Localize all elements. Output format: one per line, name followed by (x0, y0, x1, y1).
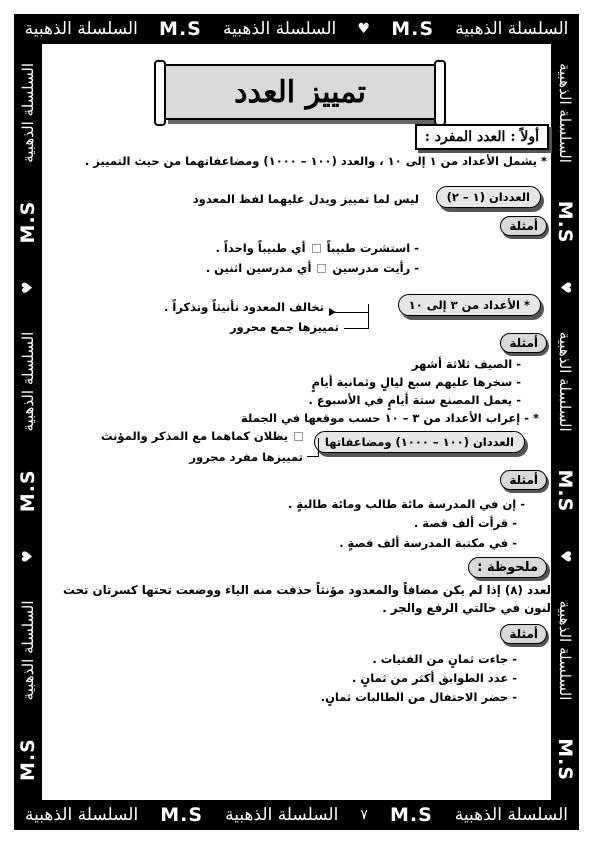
worksheet-content (44, 46, 555, 798)
example-line: - إن في المدرسة مائة طالب ومائة طالبةٍ . (288, 497, 525, 511)
connector-line (368, 304, 369, 328)
brand-mark: M.S (554, 200, 576, 244)
example-text: - رأيت مدرسين (332, 261, 419, 275)
example-text: أي طبيباً واحداً . (215, 241, 306, 255)
series-name: السلسلة الذهبية (225, 805, 339, 825)
heart-icon: ♥ (20, 550, 36, 563)
brand-mark: M.S (160, 804, 204, 826)
brand-mark: M.S (17, 738, 39, 781)
checkbox-icon (312, 244, 321, 253)
brand-mark: M.S (389, 804, 433, 826)
brand-mark: M.S (554, 738, 576, 782)
example-line: * - إعراب الأعداد من ٣ – ١٠ حسب موقعها في الجملة (241, 411, 539, 425)
brand-mark: M.S (159, 18, 202, 40)
frame-bottom-banner (14, 800, 579, 830)
arrow-icon (329, 308, 336, 316)
brand-mark: M.S (17, 469, 39, 513)
checkbox-icon (317, 264, 326, 273)
brand-mark: M.S (554, 469, 576, 513)
label-numbers-1-2: العددان (١ – ٢) (436, 186, 541, 208)
examples-badge: أمثلة (500, 333, 547, 353)
series-name: السلسلة الذهبية (556, 63, 574, 163)
brand-mark: M.S (17, 200, 39, 244)
note-text-line2: النون في حالتي الرفع والجر . (382, 601, 555, 615)
example-line: - سخرها عليهم سبع ليالٍ وثمانية أيامٍ (311, 375, 521, 389)
section-intro: * يشمل الأعداد من ١ إلى ١٠ ، والعدد (١٠٠ – ١٠٠٠) ومضاعفاتهما من حيث التمييز . (84, 154, 547, 168)
examples-badge: أمثلة (500, 216, 547, 236)
rule-gender: تخالف المعدود تأنيثاً وتذكراً . (163, 300, 324, 314)
examples-badge: أمثلة (500, 624, 547, 644)
frame-top-banner (14, 14, 579, 44)
frame-left-banner (14, 44, 42, 800)
series-name: السلسلة الذهبية (454, 805, 568, 825)
series-name: السلسلة الذهبية (19, 62, 37, 163)
note-heading: ملحوظة : (468, 557, 547, 578)
example-line: - قرأت ألف قصة . (413, 516, 517, 530)
example-line: - الصيف ثلاثة أشهر (411, 357, 521, 371)
series-name: السلسلة الذهبية (556, 600, 574, 701)
heart-icon: ♥ (357, 21, 370, 37)
example-text: أي مدرسين اثنين . (205, 261, 312, 275)
rule-singular-genitive: تمييزها مفرد مجرور (189, 450, 303, 464)
label-numbers-3-10: * الأعداد من ٣ إلى ١٠ (398, 294, 541, 316)
rule-numbers-1-2: ليس لما تمييز ويدل عليهما لفظ المعدود (192, 192, 419, 206)
arrow-line (344, 328, 369, 329)
series-name: السلسلة الذهبية (25, 805, 139, 825)
section-heading-singular-number: أولاً : العدد المفرد : (415, 124, 549, 150)
heart-icon: ♥ (557, 281, 573, 294)
example-line: - جاءت ثمانٍ من الفتيات . (372, 652, 517, 666)
example-line: - عدد الطوابق أكثر من ثمانٍ . (352, 671, 517, 685)
series-name: السلسلة الذهبية (24, 19, 138, 39)
page-title: تمييز العدد (164, 64, 436, 120)
rule-gender-fixed (101, 429, 309, 443)
example-line (206, 261, 419, 275)
page-number: ٧ (360, 807, 368, 823)
series-name: السلسلة الذهبية (556, 331, 574, 432)
example-line: - حضر الاحتفال من الطالبات ثمانٍ. (320, 690, 517, 704)
examples-badge: أمثلة (500, 470, 547, 490)
example-line: - في مكتبة المدرسة ألف قصةٍ . (339, 536, 517, 550)
series-name: السلسلة الذهبية (19, 331, 37, 432)
label-numbers-100-1000: العددان (١٠٠ – ١٠٠٠) ومضاعفاتها (314, 431, 525, 453)
frame-right-banner (551, 44, 579, 800)
series-name: السلسلة الذهبية (223, 19, 337, 39)
arrow-line (307, 456, 319, 457)
example-line (216, 241, 419, 255)
series-name: السلسلة الذهبية (19, 600, 37, 701)
checkbox-icon (294, 432, 303, 441)
example-line: - يعمل المصنع ستة أيامٍ في الأسبوع . (308, 393, 521, 407)
heart-icon: ♥ (557, 550, 573, 563)
series-name: السلسلة الذهبية (455, 19, 569, 39)
example-text: - استشرت طبيباً (326, 241, 419, 255)
rule-plural-genitive: تمييزها جمع مجرور (229, 320, 339, 334)
connector-line (318, 438, 319, 456)
heart-icon: ♥ (20, 281, 36, 294)
rule-text: يظلان كماهما مع المذكر والمؤنث (100, 429, 288, 443)
brand-mark: M.S (391, 18, 435, 40)
note-text-line1: العدد (٨) إذا لم يكن مضافاً والمعدود مؤنثاً حذفت منه الياء ووضعت تحتها كسرتان تحت (63, 583, 555, 597)
